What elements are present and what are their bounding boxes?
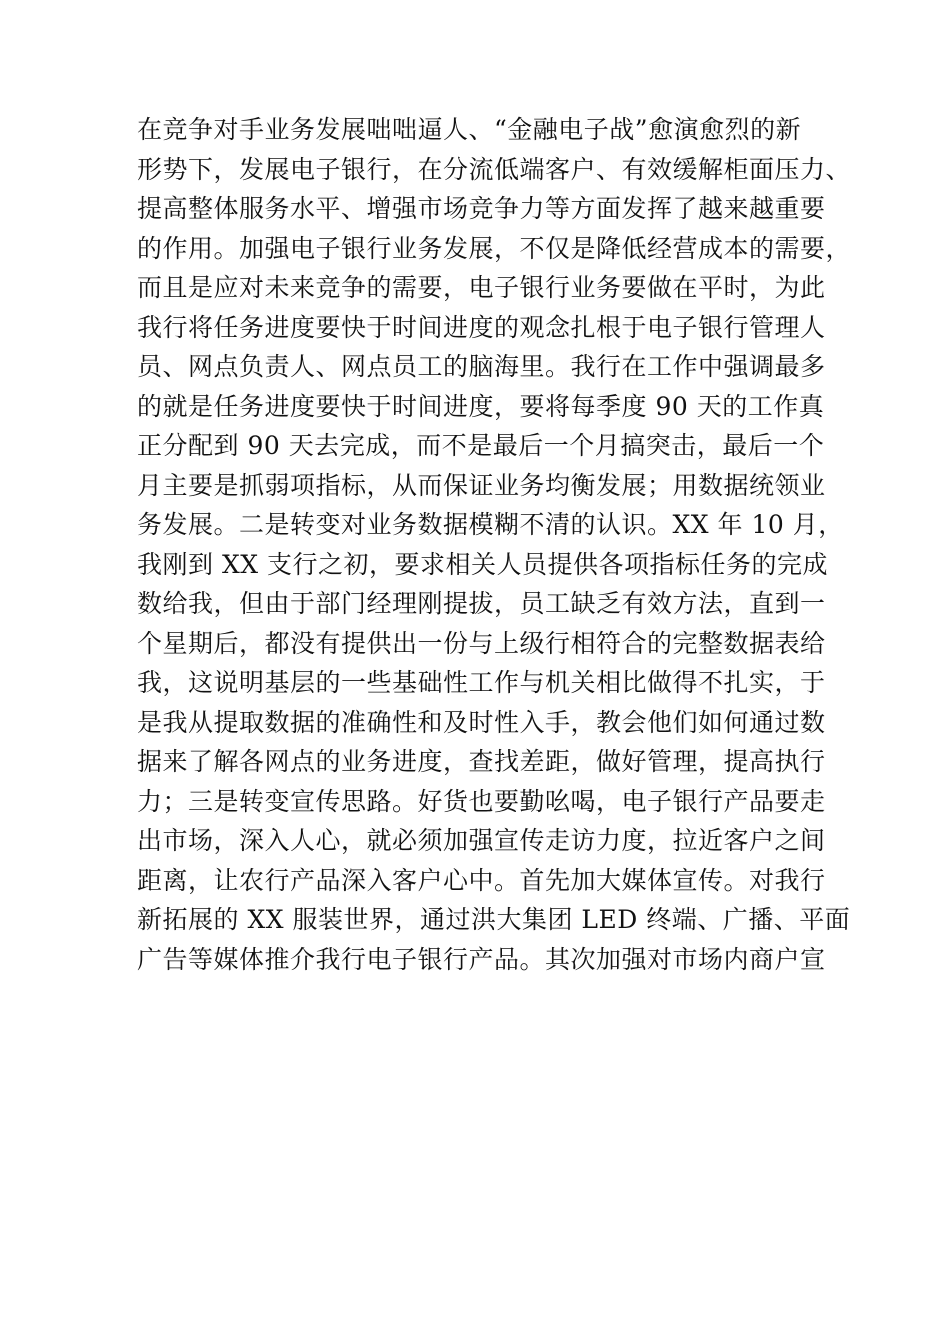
text-line: 个星期后，都没有提供出一份与上级行相符合的完整数据表给 <box>137 628 826 658</box>
text-line: 是我从提取数据的准确性和及时性入手，教会他们如何通过数 <box>137 707 826 737</box>
text-line: 员、网点负责人、网点员工的脑海里。我行在工作中强调最多 <box>137 352 826 381</box>
text-line: 正分配到 90 天去完成，而不是最后一个月搞突击，最后一个 <box>137 431 825 460</box>
text-line: 而且是应对未来竞争的需要，电子银行业务要做在平时，为此 <box>137 273 826 302</box>
text-line: 出市场，深入人心，就必须加强宣传走访力度，拉近客户之间 <box>137 826 826 855</box>
text-line: 月主要是抓弱项指标，从而保证业务均衡发展；用数据统领业 <box>137 470 826 500</box>
text-line: 据来了解各网点的业务进度，查找差距，做好管理，提高执行 <box>137 747 826 776</box>
text-line: 新拓展的 XX 服装世界，通过洪大集团 LED 终端、广播、平面 <box>137 905 851 934</box>
body-paragraph <box>137 110 852 979</box>
text-line: 广告等媒体推介我行电子银行产品。其次加强对市场内商户宣 <box>137 944 826 974</box>
text-line: 力；三是转变宣传思路。好货也要勤吆喝，电子银行产品要走 <box>137 786 826 816</box>
text-line: 距离，让农行产品深入客户心中。首先加大媒体宣传。对我行 <box>137 865 826 895</box>
text-line: 我，这说明基层的一些基础性工作与机关相比做得不扎实，于 <box>137 668 826 697</box>
text-line: 务发展。二是转变对业务数据模糊不清的认识。XX 年 10 月， <box>137 510 844 539</box>
text-line: 我刚到 XX 支行之初，要求相关人员提供各项指标任务的完成 <box>137 549 828 579</box>
text-line: 的就是任务进度要快于时间进度，要将每季度 90 天的工作真 <box>137 391 825 421</box>
text-line: 的作用。加强电子银行业务发展，不仅是降低经营成本的需要， <box>137 233 852 263</box>
text-line: 形势下，发展电子银行，在分流低端客户、有效缓解柜面压力、 <box>137 154 852 184</box>
text-line: 在竞争对手业务发展咄咄逼人、“金融电子战”愈演愈烈的新 <box>137 115 802 144</box>
text-line: 数给我，但由于部门经理刚提拔，员工缺乏有效方法，直到一 <box>137 589 826 618</box>
text-line: 我行将任务进度要快于时间进度的观念扎根于电子银行管理人 <box>137 312 826 342</box>
text-line: 提高整体服务水平、增强市场竞争力等方面发挥了越来越重要 <box>137 194 826 223</box>
